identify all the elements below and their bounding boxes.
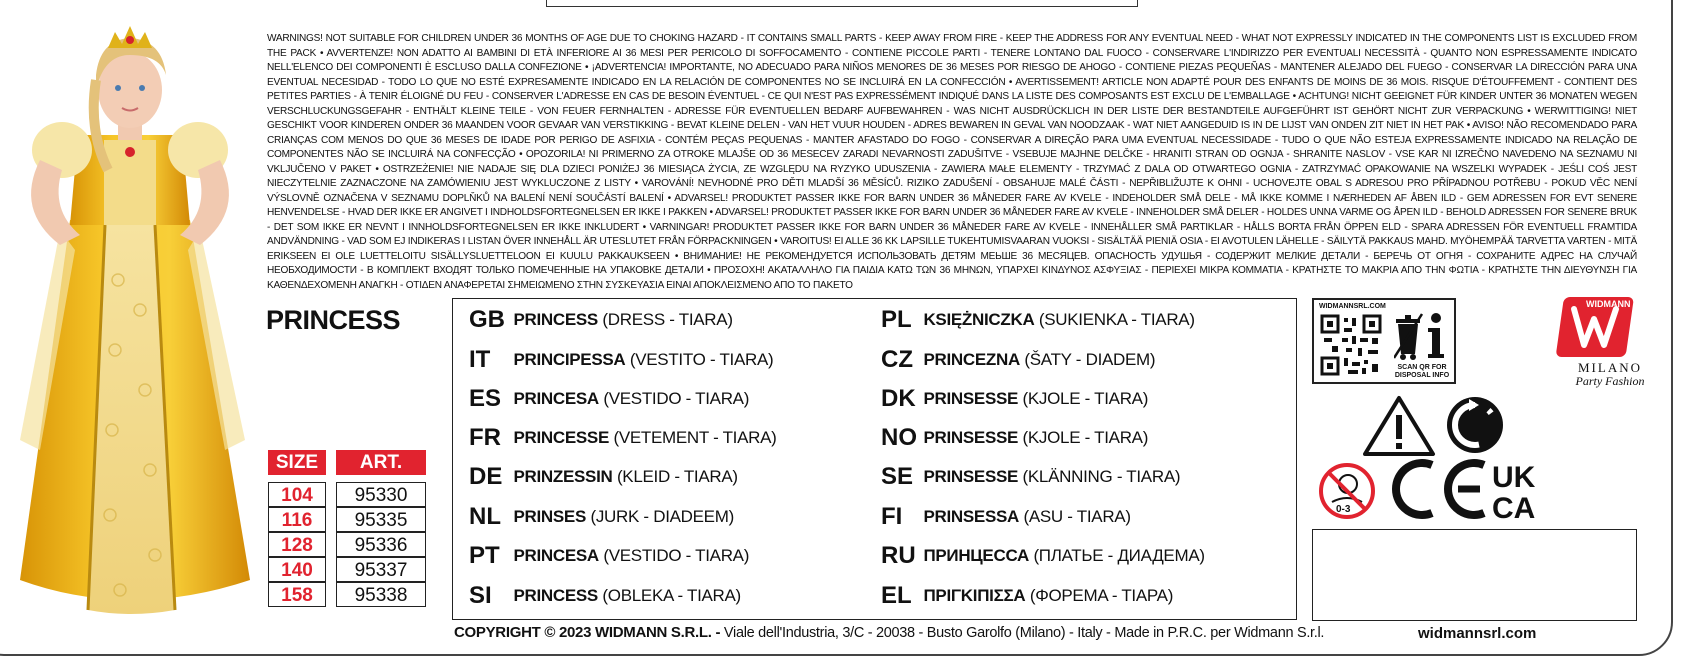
language-product-name: PRINSES — [513, 507, 586, 526]
language-row — [469, 384, 749, 414]
language-contents: (SUKIENKA - TIARA) — [1038, 310, 1195, 329]
language-names-box — [452, 298, 1297, 620]
language-code: DK — [881, 385, 916, 412]
language-code: ES — [469, 385, 502, 412]
art-cell: 95337 — [336, 557, 426, 582]
size-header: SIZE — [268, 450, 326, 475]
language-product-name: PRINCESSE — [513, 428, 610, 447]
language-product-name: PRINCESS — [513, 586, 598, 605]
art-cell: 95330 — [336, 482, 426, 507]
top-box — [546, 0, 1138, 7]
language-contents: (KLÄNNING - TIARA) — [1022, 467, 1181, 486]
language-code: PL — [881, 306, 912, 333]
language-contents: (ПЛАТЬЕ - ДИАДЕМА) — [1033, 546, 1205, 565]
language-contents: (OBLEKA - TIARA) — [602, 586, 741, 605]
language-product-name: PRINSESSE — [923, 467, 1019, 486]
language-code: RU — [881, 542, 916, 569]
language-contents: (KJOLE - TIARA) — [1022, 389, 1149, 408]
language-row — [881, 305, 1195, 335]
language-row — [469, 305, 733, 335]
language-contents: (JURK - DIADEEM) — [590, 507, 734, 526]
language-code: GB — [469, 306, 505, 333]
size-cell: 158 — [268, 582, 326, 607]
qr-code-icon — [1320, 314, 1382, 376]
language-contents: (VESTIDO - TIARA) — [603, 546, 750, 565]
not-for-under-3-icon — [1318, 462, 1376, 520]
svg-text:WIDMANN: WIDMANN — [1586, 299, 1631, 309]
language-code: CZ — [881, 346, 913, 373]
language-code: NL — [469, 503, 501, 530]
waste-bin-info-icon — [1394, 310, 1450, 362]
svg-text:UK: UK — [1492, 461, 1536, 494]
language-code: EL — [881, 582, 912, 609]
size-cell: 140 — [268, 557, 326, 582]
language-code: DE — [469, 463, 503, 490]
logo-tagline: Party Fashion — [1575, 374, 1645, 388]
logo-city: MILANO — [1578, 360, 1642, 375]
size-cell: 116 — [268, 507, 326, 532]
language-row — [881, 345, 1155, 375]
language-row — [881, 462, 1180, 492]
warnings-text: WARNINGS! NOT SUITABLE FOR CHILDREN UNDER 36 MONTHS OF AGE DUE TO CHOKING HAZARD - IT CONTAINS SMALL PARTS - KEEP AWAY FROM FIRE - KEEP THE ADDRESS FOR ANY EVENTUAL NEED - WHAT NOT EXPRESSLY INDICATED IN THE COMPONENTS LIST IS EXCLUDED FROM THE PACK • AVVERTENZE! NON ADATTO AI BAMBINI DI ETÀ INFERIORE AI 36 MESI PER PERICOLO DI SOFFOCAMENTO - CONTIENE PICCOLE PARTI - TENERE LONTANO DAL FUOCO - CONSERVARE L'INDIRIZZO PER EVENTUALI NECESSITÀ - QUANTO NON ESPRESSAMENTE INDICATO NELL'ELENCO DEI COMPONENTI È ESCLUSO DALLA CONFEZIONE • ¡ADVERTENCIA! IMPORTANTE, NO ADECUADO PARA NIÑOS MENORES DE 36 MESES POR RIESGO DE AHOGO - CONTIENE PIEZAS PEQUEÑAS - MANTENER ALEJADO DEL FUEGO - CONSERVAR LA DIRECCIÓN PARA UNA EVENTUAL NECESIDAD - TODO LO QUE NO ESTÉ EXPRESAMENTE INDICADO EN LA RELACIÓN DE COMPONENTES NO SE INCLUIRÁ EN LA CONFECCIÓN • AVERTISSEMENT! ARTICLE NON ADAPTÉ POUR DES ENFANTS DE MOINS DE 36 MOIS. RISQUE D'ÉTOUFFEMENT - CONTIENT DES PETITES PARTIES - À TENIR ÉLOIGNÉ DU FEU - CONSERVER L'ADRESSE EN CAS DE BESOIN ÉVENTUEL - CE QUI N'EST PAS EXPRESSÉMENT INDIQUÉ DANS LA LISTE DES COMPOSANTS EST EXCLU DE L'EMBALLAGE • ACHTUNG! NICHT GEEIGNET FÜR KINDER UNTER 36 MONATEN WEGEN VERSCHLUCKUNGSGEFAHR - ENTHÄLT KLEINE TEILE - VON FEUER FERNHALTEN - ADRESSE FÜR EVENTUELLEN BEDARF AUFBEWAHREN - WAS NICHT AUSDRÜCKLICH IN DER LISTE DER BESTANDTEILE AUFGEFÜHRT IST GEHÖRT NICHT ZUR VERPACKUNG • WERWITTIGING! NIET GESCHIKT VOOR KINDEREN ONDER 36 MAANDEN VOOR GEVAAR VAN VERSTIKKING - BEVAT KLEINE DELEN - VAN HET VUUR HOUDEN - ADRES BEWAREN IN GEVAL VAN NOODZAAK - WAT NIET AANGEDUID IS IN DE LIJST VAN ONDEN ZIT NIET IN HET PAK • AVISO! NÃO RECOMENDADO PARA CRIANÇAS COM MENOS DO QUE 36 MESES DE IDADE POR PERIGO DE ASFIXIA - CONTÉM PEÇAS PEQUENAS - MANTER AFASTADO DO FOGO - CONSERVAR A DIREÇÃO PARA UMA EVENTUAL NECESSIDADE - TUDO O QUE NÃO ESTEJA EXPRESSAMENTE INDICADO NA RELAÇÃO DE COMPONENTES NÃO SE INCLUIRÁ NA CONFECÇÃO • OPOZORILA! NI PRIMERNO ZA OTROKE MLAJŠE OD 36 MESECEV ZARADI NEVARNOSTI ZADUŠITVE - VSEBUJE MAJHNE DELČKE - HRANITI STRAN OD OGNJA - SHRANITE NASLOV - VSE KAR NI IZREČNO NAVEDENO NA SEZNAMU NI VKLJUČENO V PAKET • OSTRZEŻENIE! NIE NADAJE SIĘ DLA DZIECI PONIŻEJ 36 MIESIĄCA ŻYCIA, ZE WZGLĘDU NA RYZYKO UDUSZENIA - ZAWIERA MAŁE ELEMENTY - TRZYMAĆ Z DALA OD OTWARTEGO OGNIA - ZATRZYMAĆ OPAKOWANIE NA WSZELKI WYPADEK - JEŚLI COŚ JEST NIECZYTELNIE ZAZNACZONE NA ZAMÓWIENIU JEST WYKLUCZONE Z LISTY • VAROVÁNÍ! NEVHODNÉ PRO DĚTI MLADŠÍ 36 MĚSÍCŮ. RIZIKO ZADUŠENÍ - OBSAHUJE MALÉ ČÁSTI - NEPŘIBLIŽUJTE K OHNI - UCHOVEJTE OBAL S ADRESOU PRO PŘÍPADNOU POTŘEBU - POKUD VĚC NENÍ VÝSLOVNĚ OZNAČENA V SEZNAMU DOPLŇKŮ NA BALENÍ NENÍ SOUČÁSTÍ BALENÍ • ADVARSEL! PRODUKTET PASSER IKKE FOR BARN UNDER 36 MÅNEDER FARE AV KVELE - INDEHOLDER SMÅ DELE - MÅ IKKE KOMME I NÆRHEDEN AF ÅBEN ILD - GEM ADRESSEN FOR EVT SENERE HENVENDELSE - HVAD DER IKKE ER ANGIVET I INDHOLDSFORTEGNELSEN ER IKKE I PAKKEN • ADVARSEL! PRODUKTET PASSER IKKE FOR BARN UNDER 36 MÅNEDER FARE AV KVELE - INNEHOLDER SMÅ DELER - HOLDES UNNA VARME OG ÅPEN ILD - BEHOLD ADRESSEN FOR SENERE BRUK - DET SOM IKKE ER NEVNT I INNHOLDSFORTEGNELSEN ER IKKE INKLUDERT • VARNINGAR! PRODUKTET PASSER IKKE FOR BARN UNDER 36 MÅNEDER FARE AV KVELE - INNEHÅLLER SMÅ PARTIKLAR - HÅLLS BORTA FRÅN ÖPPEN ELD - SPARA ADRESSEN FÖR EVENTUELL FRAMTIDA ANDVÄNDNING - VAD SOM EJ INDIKERAS I LISTAN ÖVER INNEHÅLL ÄR UTESLUTET FRÅN FÖRPACKNINGEN • VAROITUS! EI ALLE 36 KK LAPSILLE TUKEHTUMISVAARAN VUOKSI - SISÄLTÄÄ PIENIÄ OSIA - EI AVOTULEN LÄHELLE - SÄILYTÄ PAKKAUS MAHD. MYÖHEMPÄÄ TARVETTA VARTEN - MITÄ ERIKSEEN EI OLE LUETTELOITU SISÄLLYSLUETTELOON EI KUULU PAKKAUKSEEN • ВНИМАНИЕ! НЕ РЕКОМЕНДУЕТСЯ ИСПОЛЬЗОВАТЬ ДЕТЯМ МЕЬШЕ 36 МЕСЯЦЕВ. ОПАСНОСТЬ УДУШЬЯ - СОДЕРЖИТ МЕЛКИЕ ДЕТАЛИ - БЕРЕЧЬ ОТ ОГНЯ - СОХРАНИТЕ АДРЕС НА СЛУЧАЙ НЕОБХОДИМОСТИ - В КОМПЛЕКТ ВХОДЯТ ТОЛЬКО ПОМЕЧЕННЫЕ НА УПАКОВКЕ ДЕТАЛИ • ΠΡΟΣΟΧΗ! ΑΚΑΤΑΛΛΗΛΟ ΓΙΑ ΠΑΙΔΙΑ ΚΑΤΩ ΤΩΝ 36 ΜΗΝΩΝ, ΥΠΑΡΧΕΙ ΚΙΝΔΥΝΟΣ ΑΣΦΥΞΙΑΣ - ΠΕΡΙΕΧΕΙ ΜΙΚΡΑ ΚΟΜΜΑΤΙΑ - ΚΡΑΤΗΣΤΕ ΤΟ ΜΑΚΡΙΑ ΑΠΟ ΤΗΝ ΦΩΤΙΑ - ΚΡΑΤΗΣΤΕ ΤΗΝ ΔΙΕΥΘΥΝΣΗ ΓΙΑ ΚΑΘΕΝΔΕΧΟΜΕΝΗ ΑΝΑΓΚΗ - ΟΤΙΔΕΝ ΑΝΑΦΕΡΕΤΑΙ ΣΗΜΕΙΩΜΕΝΟ ΣΤΗΝ ΣΥΣΚΕΥΑΣΙΑ ΕΙΝΑΙ ΑΠΟΚΛΕΙΣΜΕΝΟ ΑΠΟ ΤΟ ΠΑΚΕΤΟ — [267, 33, 1637, 291]
qr-disposal-box — [1312, 298, 1456, 384]
language-product-name: PRINCESS — [513, 310, 598, 329]
language-row — [469, 581, 741, 611]
language-row — [881, 384, 1148, 414]
language-code: FR — [469, 424, 501, 451]
language-row — [469, 345, 773, 375]
scan-qr-label: SCAN QR FOR DISPOSAL INFO — [1394, 364, 1450, 379]
language-row — [881, 423, 1148, 453]
age-badge-label: 0-3 — [1336, 504, 1351, 515]
ukca-mark-icon — [1492, 460, 1552, 520]
language-product-name: ПРИНЦЕССА — [923, 546, 1029, 565]
language-product-name: ΠΡΙΓΚΙΠΙΣΣΑ — [923, 586, 1026, 605]
language-row — [469, 423, 777, 453]
language-code: PT — [469, 542, 500, 569]
art-cell: 95335 — [336, 507, 426, 532]
warning-triangle-icon — [1362, 395, 1436, 457]
language-contents: (VESTIDO - TIARA) — [603, 389, 750, 408]
website-link: widmannsrl.com — [1418, 625, 1537, 642]
language-contents: (KLEID - TIARA) — [616, 467, 738, 486]
language-product-name: PRINSESSE — [923, 389, 1019, 408]
language-row — [469, 462, 738, 492]
language-contents: (DRESS - TIARA) — [602, 310, 733, 329]
language-product-name: PRINCESA — [513, 546, 599, 565]
ce-mark-icon — [1388, 457, 1488, 521]
copyright-holder: COPYRIGHT © 2023 WIDMANN S.R.L. - — [454, 624, 721, 641]
art-cell: 95338 — [336, 582, 426, 607]
language-contents: (ŠATY - DIADEM) — [1024, 350, 1156, 369]
language-product-name: PRINZESSIN — [513, 467, 613, 486]
art-header: ART. — [336, 450, 426, 475]
language-product-name: PRINCIPESSA — [513, 350, 626, 369]
language-code: NO — [881, 424, 917, 451]
language-contents: (VESTITO - TIARA) — [629, 350, 774, 369]
language-contents: (VETEMENT - TIARA) — [613, 428, 777, 447]
language-product-name: PRINSESSA — [923, 507, 1020, 526]
product-title: PRINCESS — [266, 305, 401, 335]
qr-site-label: WIDMANNSRL.COM — [1319, 303, 1386, 310]
language-product-name: PRINCEZNA — [923, 350, 1020, 369]
size-cell: 128 — [268, 532, 326, 557]
language-code: FI — [881, 503, 903, 530]
language-row — [881, 581, 1173, 611]
svg-text:CA: CA — [1492, 492, 1536, 520]
company-address: Viale dell'Industria, 3/C - 20038 - Busto Garolfo (Milano) - Italy - Made in P.R.C. per Widmann S.r.l. — [720, 625, 1325, 641]
language-row — [881, 541, 1205, 571]
language-contents: (ΦΟΡΕΜΑ - ΤΙΑΡΑ) — [1029, 586, 1174, 605]
princess-costume-illustration — [0, 20, 262, 630]
empty-label-box — [1312, 529, 1637, 621]
copyright-line — [454, 624, 1324, 641]
language-contents: (ASU - TIARA) — [1023, 507, 1131, 526]
art-cell: 95336 — [336, 532, 426, 557]
language-row — [469, 502, 734, 532]
recycle-green-dot-icon — [1445, 395, 1505, 455]
language-product-name: PRINCESA — [513, 389, 599, 408]
language-product-name: PRINSESSE — [923, 428, 1019, 447]
language-contents: (KJOLE - TIARA) — [1022, 428, 1149, 447]
language-product-name: KSIĘŻNICZKA — [923, 310, 1035, 329]
language-code: SI — [469, 582, 492, 609]
language-row — [469, 541, 749, 571]
language-code: IT — [469, 346, 491, 373]
language-code: SE — [881, 463, 914, 490]
language-row — [881, 502, 1131, 532]
size-cell: 104 — [268, 482, 326, 507]
